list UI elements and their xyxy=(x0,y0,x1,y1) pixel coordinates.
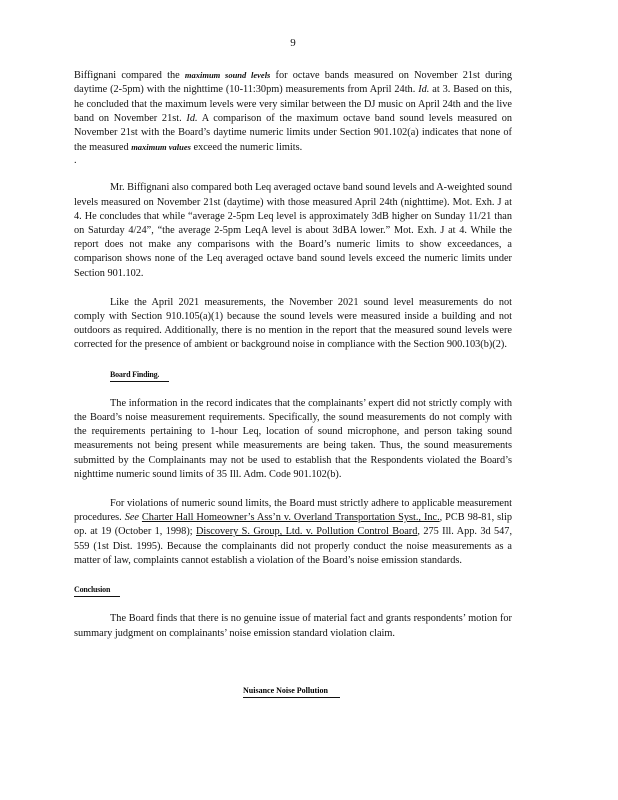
case-citation-charter-hall: Charter Hall Homeowner’s Ass’n v. Overland Transportation Syst., Inc. xyxy=(141,512,440,524)
para5-text-2: , PCB 98-81, slip op. at 19 (October 1, 1998); xyxy=(74,512,512,538)
para1-cite-1: Id. xyxy=(418,84,430,96)
paragraph-leq-comparison: Mr. Biffignani also compared both Leq averaged octave band sound levels and A-weighted sound levels measured on November 21st (daytime) with those measured April 24th (nighttime). Mot. Exh. J at 4. He concludes that while “average 2-5pm Leq level is approximately 3dB higher on Sunday 11/21 than on Saturday 4/24”, “the average 2-5pm LeqA level is about 3dBA lower.” Mot. Exh. J at 4. While the report does not make any comparisons with the Board’s numeric limits to show exceedances, a comparison shows none of the Leq averaged octave band sound levels exceed the numeric limits under Section 901.102. xyxy=(74,182,512,279)
paragraph-board-finding: The information in the record indicates that the complainants’ expert did not strictly comply with the Board’s noise measurement requirements. Specifically, the sound measurements do not comply with the requirements pertaining to 1-hour Leq, location of sound microphone, and person taking sound measurements not being present while measurements are being taken. Thus, the sound measurements submitted by the Complainants may not be used to establish that the Respondents violated the Board’s nighttime numeric sound limits of 35 Ill. Adm. Code 901.102(b). xyxy=(74,397,512,480)
footer-section-title: Nuisance Noise Pollution xyxy=(243,685,340,698)
page-number: 9 xyxy=(290,37,296,49)
paragraph-november-measurements: Like the April 2021 measurements, the November 2021 sound level measurements do not comply with Section 910.105(a)(1) because the sound levels were measured inside a building and not outdoors as required. Additionally, there is no mention in the report that the measured sound levels were corrected for the presence of ambient or background noise in compliance with the Section 900.103(b)(2). xyxy=(74,296,512,351)
para1-emphasis-2: maximum values xyxy=(131,142,191,153)
case-citation-discovery: Discovery S. Group, Ltd. v. Pollution Control Board xyxy=(196,526,418,538)
para1-emphasis-1: maximum sound levels xyxy=(184,70,271,81)
para5-text-1: For violations of numeric sound limits, the Board must strictly adhere to applicable measurement procedures. xyxy=(74,498,512,524)
para5-text-3: , 275 Ill. App. 3d 547, 559 (1st Dist. 1995). Because the complainants did not properly conduct the noise measurements as a matter of law, complaints cannot establish a violation of the Board’s noise emission standards. xyxy=(74,526,513,566)
paragraph-numeric-limits xyxy=(74,497,512,568)
para1-cite-2: Id. xyxy=(186,112,198,124)
para1-text-4: A comparison of the maximum octave band sound levels measured on November 21st with the Board’s daytime numeric limits under Section 901.102(a) indicates that none of the measured xyxy=(74,112,512,154)
para1-text-3: at 3. Based on this, he concluded that the maximum levels were very similar between the DJ music on April 24th and the live band on November 21st. xyxy=(74,84,512,124)
paragraph-maximum-levels xyxy=(74,68,512,155)
heading-conclusion: Conclusion xyxy=(74,584,120,597)
paragraph-conclusion: The Board finds that there is no genuine issue of material fact and grants respondents’ motion for summary judgment on complainants’ noise emission standard violation claim. xyxy=(74,613,512,639)
stray-dot: . xyxy=(74,155,77,167)
para1-text-1: Biffignani compared the xyxy=(74,70,185,82)
para1-text-5: exceed the numeric limits. xyxy=(190,142,303,154)
para5-see: See xyxy=(124,512,139,524)
heading-board-finding: Board Finding. xyxy=(110,369,169,382)
para1-text-2: for octave bands measured on November 21st during daytime (2-5pm) with the nighttime (10-11:30pm) measurements from April 24th. xyxy=(74,70,512,96)
